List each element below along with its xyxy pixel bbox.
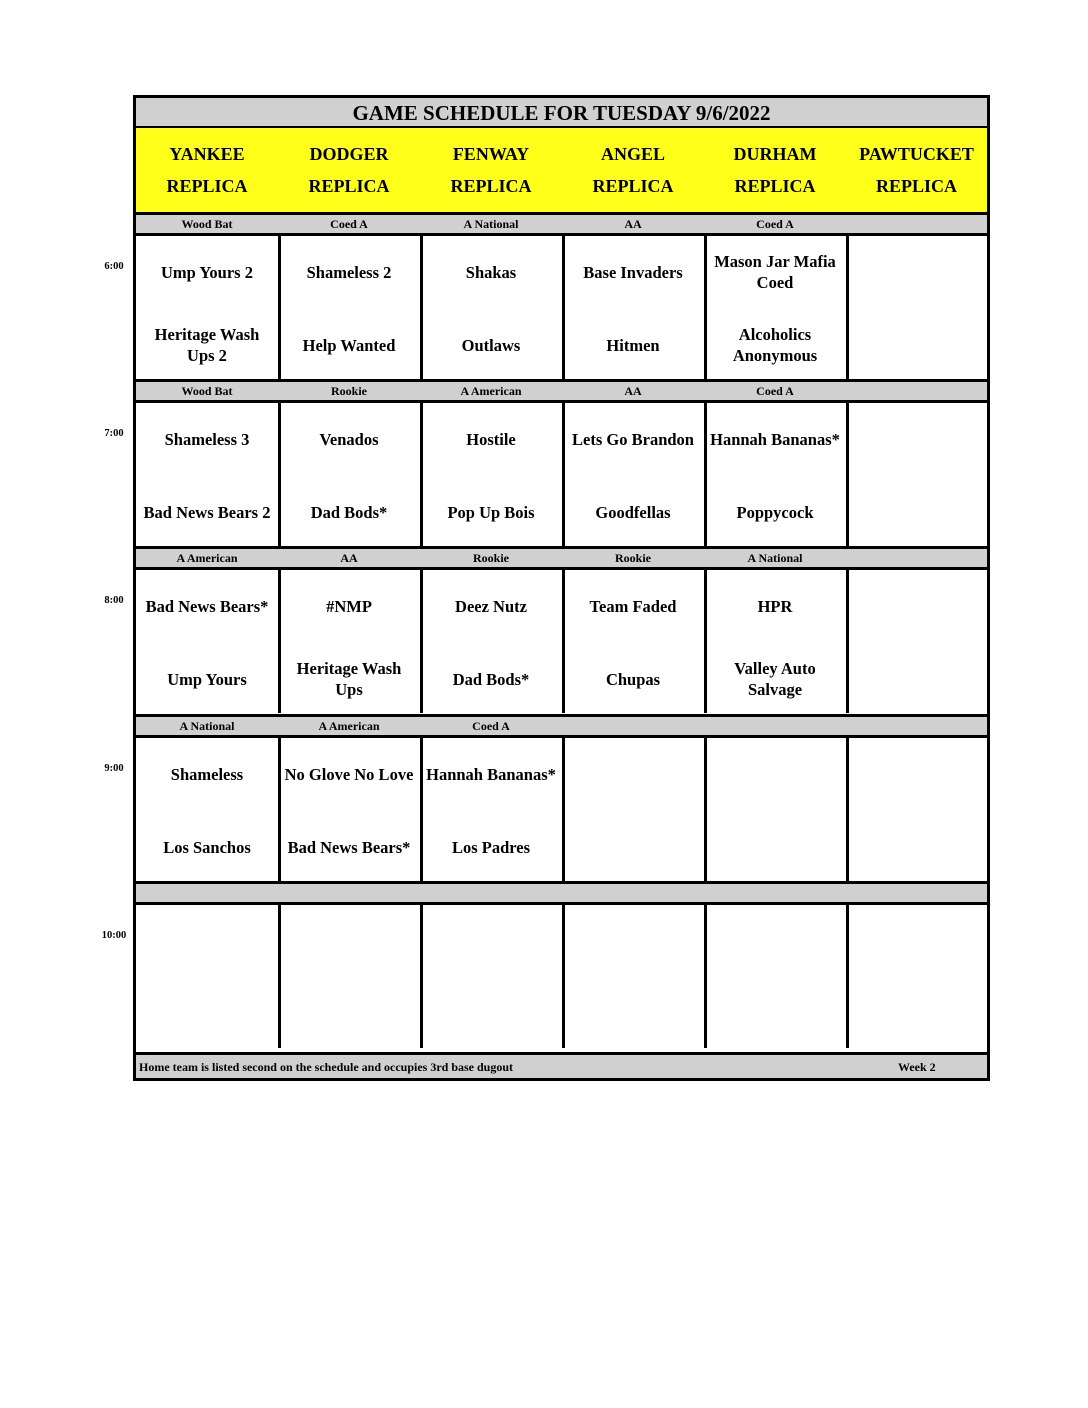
home-team: Alcoholics Anonymous	[732, 325, 818, 365]
game-cell	[278, 905, 423, 1048]
division-label	[846, 881, 987, 905]
division-label: A American	[278, 714, 423, 738]
visitor-team: Ump Yours 2	[161, 262, 253, 282]
division-label	[704, 881, 849, 905]
game-cell	[704, 403, 849, 546]
game-cell	[278, 738, 423, 881]
visitor-team: HPR	[757, 596, 793, 616]
home-team: Bad News Bears*	[287, 837, 411, 857]
game-cell	[846, 905, 987, 1048]
visitor-team: Deez Nutz	[455, 596, 527, 616]
division-label: Rookie	[420, 546, 565, 570]
division-label	[136, 881, 281, 905]
footer-note: Home team is listed second on the schedule and occupies 3rd base dugout	[139, 1060, 514, 1074]
division-label	[562, 881, 707, 905]
visitor-team: Shameless 2	[306, 262, 392, 282]
game-cell	[278, 403, 423, 546]
game-cell	[136, 738, 281, 881]
field-name-line1: DODGER	[309, 144, 389, 164]
home-team: Pop Up Bois	[447, 502, 535, 522]
field-name-line2: REPLICA	[450, 176, 532, 196]
schedule-title: GAME SCHEDULE FOR TUESDAY 9/6/2022	[136, 98, 987, 128]
game-cell	[420, 570, 565, 713]
time-label: 10:00	[101, 930, 127, 941]
visitor-team: Team Faded	[589, 596, 677, 616]
visitor-team: Bad News Bears*	[145, 596, 269, 616]
game-cell	[704, 905, 849, 1048]
home-team: Heritage Wash Ups	[296, 659, 402, 699]
game-cell	[562, 570, 707, 713]
home-team: Los Sanchos	[163, 837, 251, 857]
home-team: Bad News Bears 2	[143, 502, 271, 522]
field-name-line1: YANKEE	[169, 144, 245, 164]
division-label: A American	[420, 379, 565, 403]
visitor-team: Lets Go Brandon	[572, 429, 694, 449]
division-label: AA	[562, 379, 707, 403]
division-label: AA	[562, 212, 707, 236]
field-name-line1: PAWTUCKET	[859, 144, 974, 164]
field-name-line1: ANGEL	[600, 144, 665, 164]
game-cell	[562, 236, 707, 379]
division-label	[704, 714, 849, 738]
visitor-team: Hannah Bananas*	[426, 764, 556, 784]
division-label: Coed A	[420, 714, 565, 738]
field-header	[278, 128, 423, 212]
time-label: 8:00	[104, 595, 124, 606]
time-label: 9:00	[104, 763, 124, 774]
visitor-team: Shameless 3	[164, 429, 250, 449]
game-cell	[846, 236, 987, 379]
field-header	[420, 128, 565, 212]
home-team: Ump Yours	[167, 669, 247, 689]
division-label: Coed A	[278, 212, 423, 236]
time-label: 6:00	[104, 261, 124, 272]
visitor-team: No Glove No Love	[284, 764, 414, 784]
home-team: Heritage Wash Ups 2	[154, 325, 260, 365]
game-cell	[562, 403, 707, 546]
game-cell	[846, 570, 987, 713]
game-cell	[846, 403, 987, 546]
division-label	[278, 881, 423, 905]
field-name-line1: FENWAY	[452, 144, 530, 164]
field-name-line2: REPLICA	[308, 176, 390, 196]
division-label: A American	[136, 546, 281, 570]
visitor-team: Shakas	[465, 262, 517, 282]
footer-week: Week 2	[898, 1060, 936, 1074]
home-team: Dad Bods*	[310, 502, 388, 522]
field-header	[562, 128, 707, 212]
home-team: Valley Auto Salvage	[734, 659, 816, 699]
schedule-footer	[136, 1052, 987, 1078]
visitor-team: Venados	[319, 429, 379, 449]
division-label: Coed A	[704, 212, 849, 236]
home-team: Goodfellas	[595, 502, 671, 522]
division-label: Rookie	[562, 546, 707, 570]
game-cell	[136, 403, 281, 546]
field-name-line2: REPLICA	[166, 176, 248, 196]
home-team: Chupas	[605, 669, 661, 689]
home-team: Dad Bods*	[452, 669, 530, 689]
division-label: A National	[704, 546, 849, 570]
visitor-team: Shameless	[170, 764, 244, 784]
game-cell	[136, 905, 281, 1048]
game-cell	[562, 738, 707, 881]
division-label	[846, 212, 987, 236]
field-name-line2: REPLICA	[592, 176, 674, 196]
division-label: AA	[278, 546, 423, 570]
game-cell	[136, 236, 281, 379]
division-label	[846, 546, 987, 570]
game-cell	[420, 905, 565, 1048]
division-label	[846, 714, 987, 738]
visitor-team: Mason Jar Mafia Coed	[714, 252, 836, 292]
game-cell	[846, 738, 987, 881]
game-cell	[278, 236, 423, 379]
field-name-line2: REPLICA	[734, 176, 816, 196]
game-cell	[136, 570, 281, 713]
division-label: A National	[136, 714, 281, 738]
game-cell	[704, 236, 849, 379]
home-team: Help Wanted	[302, 335, 396, 355]
visitor-team: Base Invaders	[583, 262, 683, 282]
division-label: A National	[420, 212, 565, 236]
time-label: 7:00	[104, 428, 124, 439]
game-cell	[420, 403, 565, 546]
field-header	[846, 128, 987, 212]
visitor-team: #NMP	[326, 596, 372, 616]
field-name-line1: DURHAM	[733, 144, 817, 164]
game-cell	[704, 738, 849, 881]
game-cell	[420, 738, 565, 881]
field-name-line2: REPLICA	[875, 176, 957, 196]
schedule-table	[133, 95, 990, 1081]
game-cell	[278, 570, 423, 713]
division-label: Wood Bat	[136, 379, 281, 403]
division-label	[846, 379, 987, 403]
division-label: Rookie	[278, 379, 423, 403]
division-label: Wood Bat	[136, 212, 281, 236]
home-team: Hitmen	[606, 335, 660, 355]
game-cell	[420, 236, 565, 379]
visitor-team: Hannah Bananas*	[710, 429, 840, 449]
field-header	[704, 128, 849, 212]
home-team: Outlaws	[461, 335, 521, 355]
game-cell	[704, 570, 849, 713]
division-label	[420, 881, 565, 905]
division-label	[562, 714, 707, 738]
division-label: Coed A	[704, 379, 849, 403]
home-team: Poppycock	[736, 502, 814, 522]
field-header	[136, 128, 281, 212]
visitor-team: Hostile	[466, 429, 516, 449]
home-team: Los Padres	[451, 837, 531, 857]
game-cell	[562, 905, 707, 1048]
